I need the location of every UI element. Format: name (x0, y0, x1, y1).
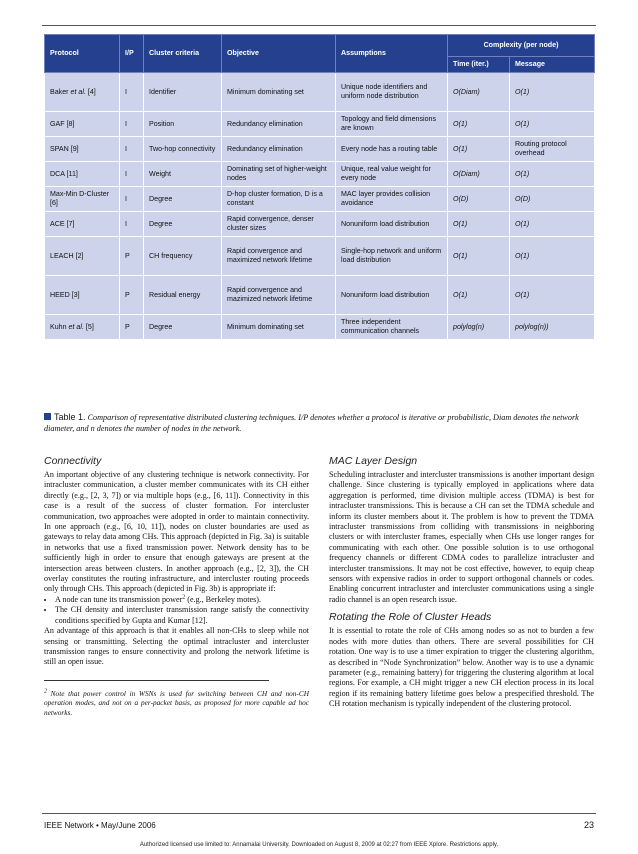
header-complexity: Complexity (per node) (448, 35, 595, 57)
table-row (45, 162, 595, 187)
cell-criteria: Two-hop connectivity (144, 137, 222, 162)
cell-objective: Rapid convergence and mazimized network lifetime (222, 276, 336, 315)
cell-assumptions: Topology and field dimensions are known (336, 112, 448, 137)
cell-protocol: Kuhn et al. [5] (45, 315, 120, 340)
cell-message: O(D) (510, 187, 595, 212)
cell-ip: I (120, 162, 144, 187)
cell-protocol: SPAN [9] (45, 137, 120, 162)
footnote: $^2$ Note that power control in WSNs is used for switching between CH and non-CH operation modes, and not on a per-packet basis, as proposed for more capable ad hoc networks. (44, 688, 309, 717)
header-time: Time (iter.) (448, 57, 510, 73)
license-notice: Authorized licensed use limited to: Annamalai University. Downloaded on August 8, 2009 at 02:27 from IEEE Xplore. Restrictions apply. (139, 842, 499, 848)
comparison-table-wrapper (44, 34, 594, 340)
cell-assumptions: Unique node identifiers and uniform node distribution (336, 73, 448, 112)
cell-ip: I (120, 212, 144, 237)
list-item: • The CH density and intercluster transmission range satisfy the connectivity conditions specified by Gupta and Kumar [12]. (55, 605, 309, 626)
cell-protocol: LEACH [2] (45, 237, 120, 276)
cell-ip: P (120, 237, 144, 276)
cell-time: O(1) (448, 112, 510, 137)
header-ip: I/P (120, 35, 144, 73)
comparison-table (44, 34, 595, 340)
cell-objective: Rapid convergence and maximized network lifetime (222, 237, 336, 276)
table-row (45, 73, 595, 112)
table-row (45, 112, 595, 137)
cell-objective: D-hop cluster formation, D is a constant (222, 187, 336, 212)
list-item: • A node can tune its transmission power$^2$ (e.g., Berkeley motes). (55, 595, 309, 605)
cell-time: O(Diam) (448, 162, 510, 187)
cell-message: O(1) (510, 73, 595, 112)
cell-criteria: Degree (144, 315, 222, 340)
cell-message: O(1) (510, 212, 595, 237)
table-row (45, 276, 595, 315)
cell-time: O(D) (448, 187, 510, 212)
cell-ip: I (120, 112, 144, 137)
cell-time: O(1) (448, 276, 510, 315)
header-objective: Objective (222, 35, 336, 73)
caption-text: Comparison of representative distributed clustering techniques. I/P denotes whether a protocol is iterative or probabilistic, Diam denotes the network diameter, and n denotes the number of nodes in the network. (44, 413, 579, 433)
cell-message: Routing protocol overhead (510, 137, 595, 162)
cell-ip: P (120, 315, 144, 340)
table-caption (44, 412, 604, 434)
cell-criteria: Degree (144, 212, 222, 237)
cell-ip: P (120, 276, 144, 315)
page-number: 23 (583, 820, 594, 830)
header-message: Message (510, 57, 595, 73)
cell-criteria: Residual energy (144, 276, 222, 315)
cell-protocol: HEED [3] (45, 276, 120, 315)
cell-criteria: Identifier (144, 73, 222, 112)
section-heading-connectivity: Connectivity (44, 455, 102, 467)
cell-protocol: Max-Min D-Cluster [6] (45, 187, 120, 212)
cell-time: O(1) (448, 137, 510, 162)
table-row (45, 237, 595, 276)
right-column (329, 455, 594, 710)
cell-objective: Minimum dominating set (222, 315, 336, 340)
paragraph: An advantage of this approach is that it enables all non-CHs to sleep while not sensing or transmitting. Selecting the optimal intracluster and intercluster transmission ranges to ensure connectivity and prolong the network lifetime is still an open issue. (44, 626, 309, 667)
cell-objective: Redundancy elimination (222, 137, 336, 162)
section-heading-mac-layer: MAC Layer Design (329, 455, 418, 467)
cell-message: O(1) (510, 276, 595, 315)
table-body (45, 73, 595, 340)
cell-assumptions: Single-hop network and uniform load distribution (336, 237, 448, 276)
header-assumptions: Assumptions (336, 35, 448, 73)
cell-time: O(Diam) (448, 73, 510, 112)
cell-message: O(1) (510, 237, 595, 276)
footnote-rule (44, 680, 269, 681)
top-rule (42, 25, 596, 26)
cell-assumptions: Every node has a routing table (336, 137, 448, 162)
section-heading-rotating-ch: Rotating the Role of Cluster Heads (329, 611, 492, 624)
cell-criteria: CH frequency (144, 237, 222, 276)
caption-label: Table 1. (54, 412, 86, 422)
cell-objective: Redundancy elimination (222, 112, 336, 137)
cell-objective: Rapid convergence, denser cluster sizes (222, 212, 336, 237)
paragraph: It is essential to rotate the role of CHs among nodes so as not to burden a few nodes with more duties than others. There are several possibilities for CH rotation. One way is to use a timer expiration to trigger the clustering algorithm, as described in “Node Synchronization” below. Another way is to use a dynamic parameter (e.g., remaining battery) for triggering the clustering algorithm at local regions. For example, a CH might trigger a new CH election process in its local region if its remaining battery lifetime goes below a prespecified threshold. The CH rotation mechanism is typically independent of the clustering protocol. (329, 626, 594, 709)
cell-protocol: DCA [11] (45, 162, 120, 187)
journal-footer: IEEE Network • May/June 2006 (44, 821, 156, 830)
cell-message: polylog(n)) (510, 315, 595, 340)
paragraph: Scheduling intracluster and intercluster transmissions is another important design challenge. Since clustering is typically employed in applications where data aggregation is performed, time division multiple access (TDMA) is best for intracluster transmissions. This is because a CH can set the TDMA schedule and inform its cluster members about it. The problem is how to prevent the TDMA intracluster transmissions from colliding with transmissions in neighboring clusters or with intercluster frames, especially when CHs use longer ranges for communicating with each other. One possible solution is to use orthogonal frequency channels or different CDMA codes to parallelize intracluster and intercluster transmissions. It may not be cost effective, however, to equip cheap sensors with expensive radios in order to support orthogonal channels or codes. Enabling concurrent intracluster and intercluster communications using a single radio channel is an open research issue. (329, 470, 594, 604)
cell-assumptions: Nonuniform load distribution (336, 212, 448, 237)
cell-ip: I (120, 187, 144, 212)
table-row (45, 212, 595, 237)
caption-square-icon (44, 413, 51, 420)
cell-time: polylog(n) (448, 315, 510, 340)
bottom-rule (42, 813, 596, 814)
cell-assumptions: Nonuniform load distribution (336, 276, 448, 315)
table-row (45, 187, 595, 212)
cell-criteria: Weight (144, 162, 222, 187)
cell-assumptions: Three independent communication channels (336, 315, 448, 340)
cell-criteria: Degree (144, 187, 222, 212)
cell-message: O(1) (510, 112, 595, 137)
table-row (45, 137, 595, 162)
cell-message: O(1) (510, 162, 595, 187)
cell-objective: Dominating set of higher-weight nodes (222, 162, 336, 187)
cell-ip: I (120, 137, 144, 162)
header-protocol: Protocol (45, 35, 120, 73)
cell-time: O(1) (448, 237, 510, 276)
cell-assumptions: MAC layer provides collision avoidance (336, 187, 448, 212)
cell-ip: I (120, 73, 144, 112)
cell-assumptions: Unique, real value weight for every node (336, 162, 448, 187)
cell-time: O(1) (448, 212, 510, 237)
table-row (45, 315, 595, 340)
cell-protocol: Baker et al. [4] (45, 73, 120, 112)
paragraph: An important objective of any clustering technique is network connectivity. For intracluster communication, a cluster member communicates with its CH either directly (e.g., [2, 3, 7]) or via multiple hops (e.g., [6, 11]). Connectivity in this case is a result of the success of cluster formation. For intercluster communication, two approaches were adopted in order to maintain connectivity. In one approach (e.g., [6, 10, 11]), nodes on cluster boundaries are used as gateways to relay data among CHs. This approach (depicted in Fig. 3a) is suitable in networks that use a fixed transmission power. Network density has to be sufficiently high in order to ensure that enough gateways are present at the intersection areas between clusters. In another approach (e.g., [2, 3]), the CH overlay constitutes the routing infrastructure, and intercluster routing proceeds only through CHs. This approach (depicted in Fig. 3b) is appropriate if: (44, 470, 309, 594)
header-criteria: Cluster criteria (144, 35, 222, 73)
left-column (44, 455, 309, 717)
cell-protocol: ACE [7] (45, 212, 120, 237)
cell-objective: Minimum dominating set (222, 73, 336, 112)
bullet-list (44, 595, 309, 626)
cell-protocol: GAF [8] (45, 112, 120, 137)
cell-criteria: Position (144, 112, 222, 137)
